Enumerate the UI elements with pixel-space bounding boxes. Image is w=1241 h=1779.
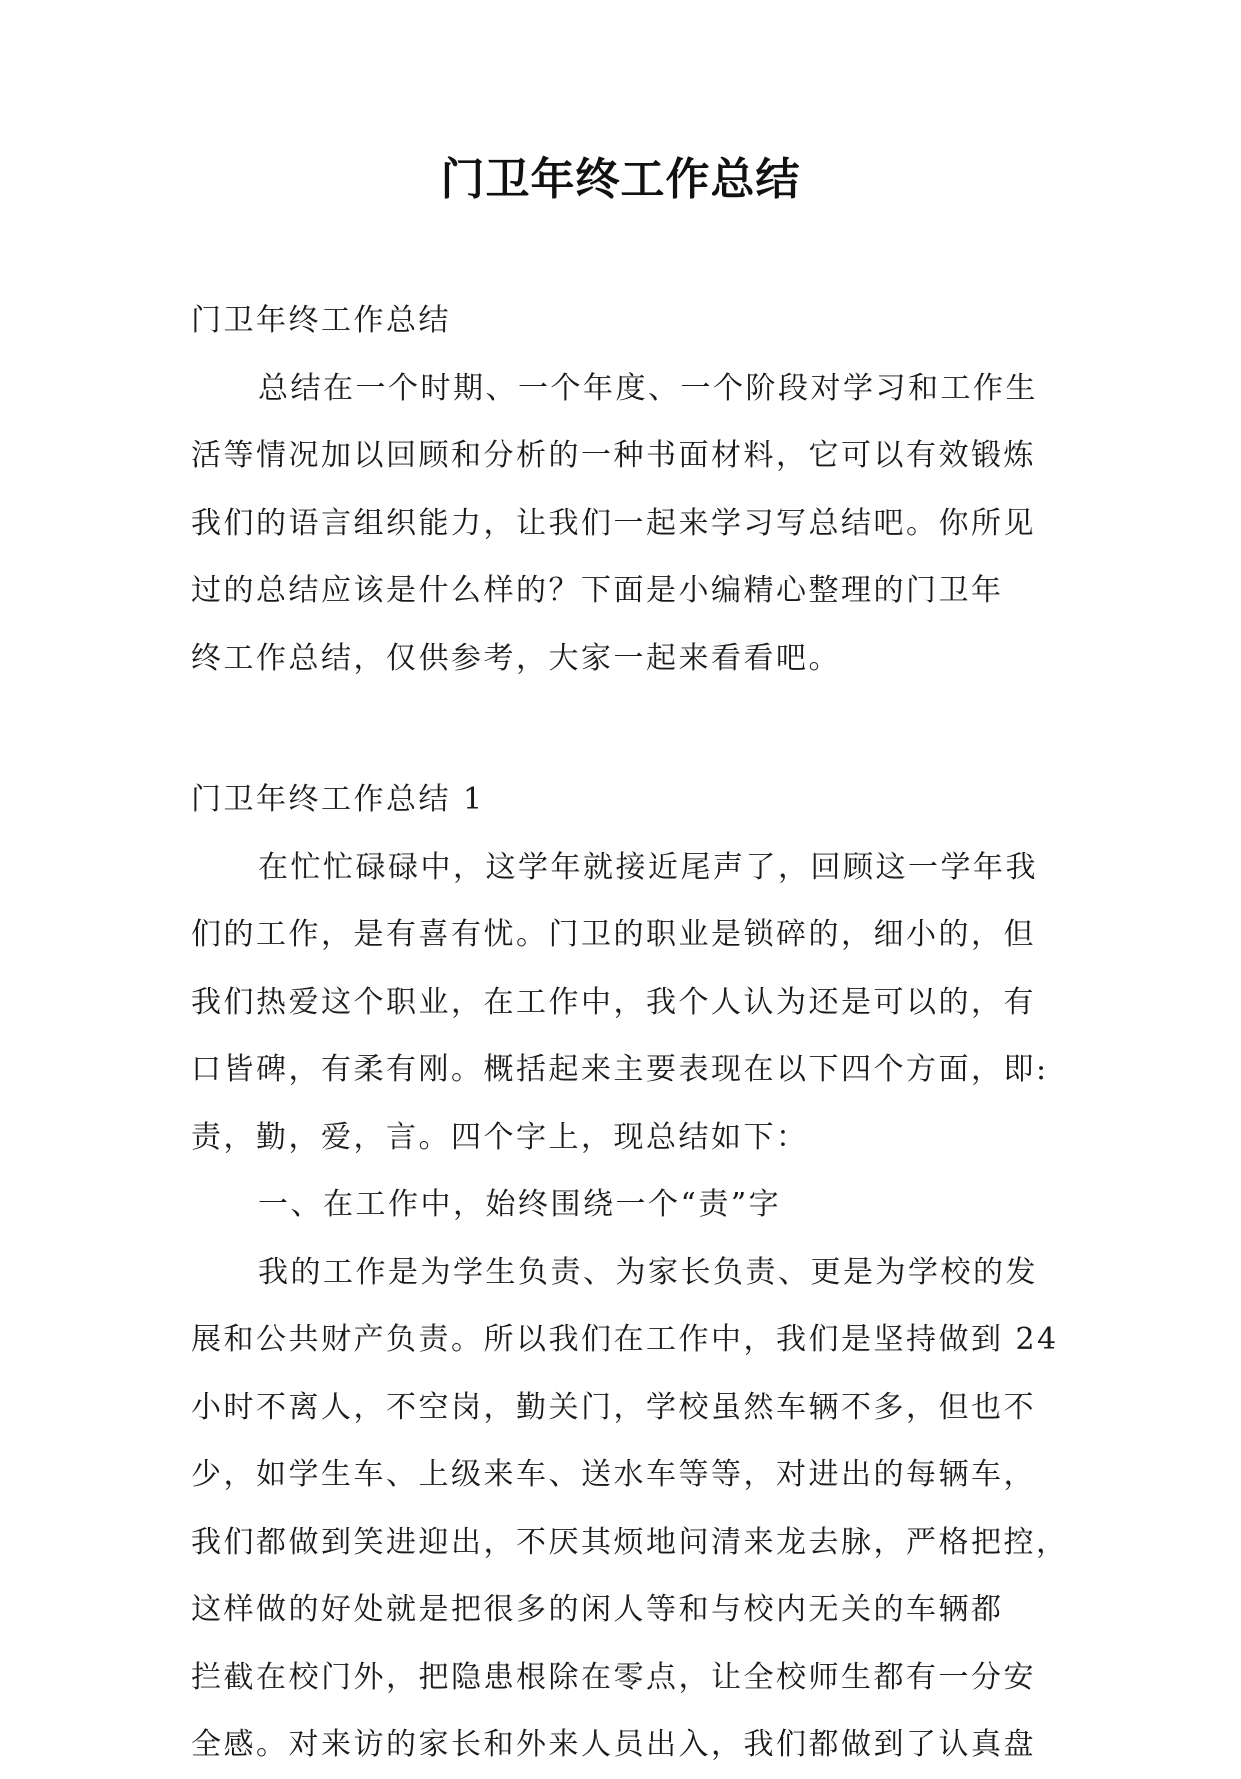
subheading: 一、在工作中，始终围绕一个“责”字 (258, 1187, 782, 1222)
paragraph-line: 我们热爱这个职业，在工作中，我个人认为还是可以的，有 (191, 984, 1036, 1020)
intro-line: 终工作总结，仅供参考，大家一起来看看吧。 (191, 640, 841, 676)
paragraph-line: 我们都做到笑进迎出，不厌其烦地问清来龙去脉，严格把控， (191, 1524, 1069, 1560)
paragraph-line: 这样做的好处就是把很多的闲人等和与校内无关的车辆都 (191, 1592, 1004, 1627)
paragraph-line: 全感。对来访的家长和外来人员出入，我们都做到了认真盘 (191, 1727, 1036, 1762)
intro-heading: 门卫年终工作总结 (191, 303, 451, 338)
paragraph-line: 展和公共财产负责。所以我们在工作中，我们是坚持做到 24 (191, 1322, 1059, 1357)
paragraph-line: 责，勤，爱，言。四个字上，现总结如下： (191, 1119, 809, 1155)
paragraph-line: 我的工作是为学生负责、为家长负责、更是为学校的发 (258, 1254, 1038, 1290)
paragraph-line: 口皆碑，有柔有刚。概括起来主要表现在以下四个方面，即: (191, 1052, 1049, 1087)
paragraph-gap (191, 692, 1053, 766)
document-body (191, 287, 1069, 1779)
intro-line: 过的总结应该是什么样的？下面是小编精心整理的门卫年 (191, 573, 1004, 608)
document-title: 门卫年终工作总结 (440, 154, 801, 205)
paragraph-line: 少，如学生车、上级来车、送水车等等，对进出的每辆车， (191, 1457, 1036, 1492)
intro-line: 活等情况加以回顾和分析的一种书面材料，它可以有效锻炼 (191, 438, 1036, 473)
intro-line: 总结在一个时期、一个年度、一个阶段对学习和工作生 (258, 370, 1038, 406)
paragraph-line: 小时不离人，不空岗，勤关门，学校虽然车辆不多，但也不 (191, 1389, 1036, 1425)
paragraph-line: 在忙忙碌碌中，这学年就接近尾声了，回顾这一学年我 (258, 849, 1038, 885)
section-heading: 门卫年终工作总结 1 (191, 782, 485, 817)
intro-line: 我们的语言组织能力，让我们一起来学习写总结吧。你所见 (191, 505, 1036, 541)
paragraph-line: 拦截在校门外，把隐患根除在零点，让全校师生都有一分安 (191, 1659, 1036, 1695)
paragraph-line: 们的工作，是有喜有忧。门卫的职业是锁碎的，细小的，但 (191, 917, 1036, 952)
